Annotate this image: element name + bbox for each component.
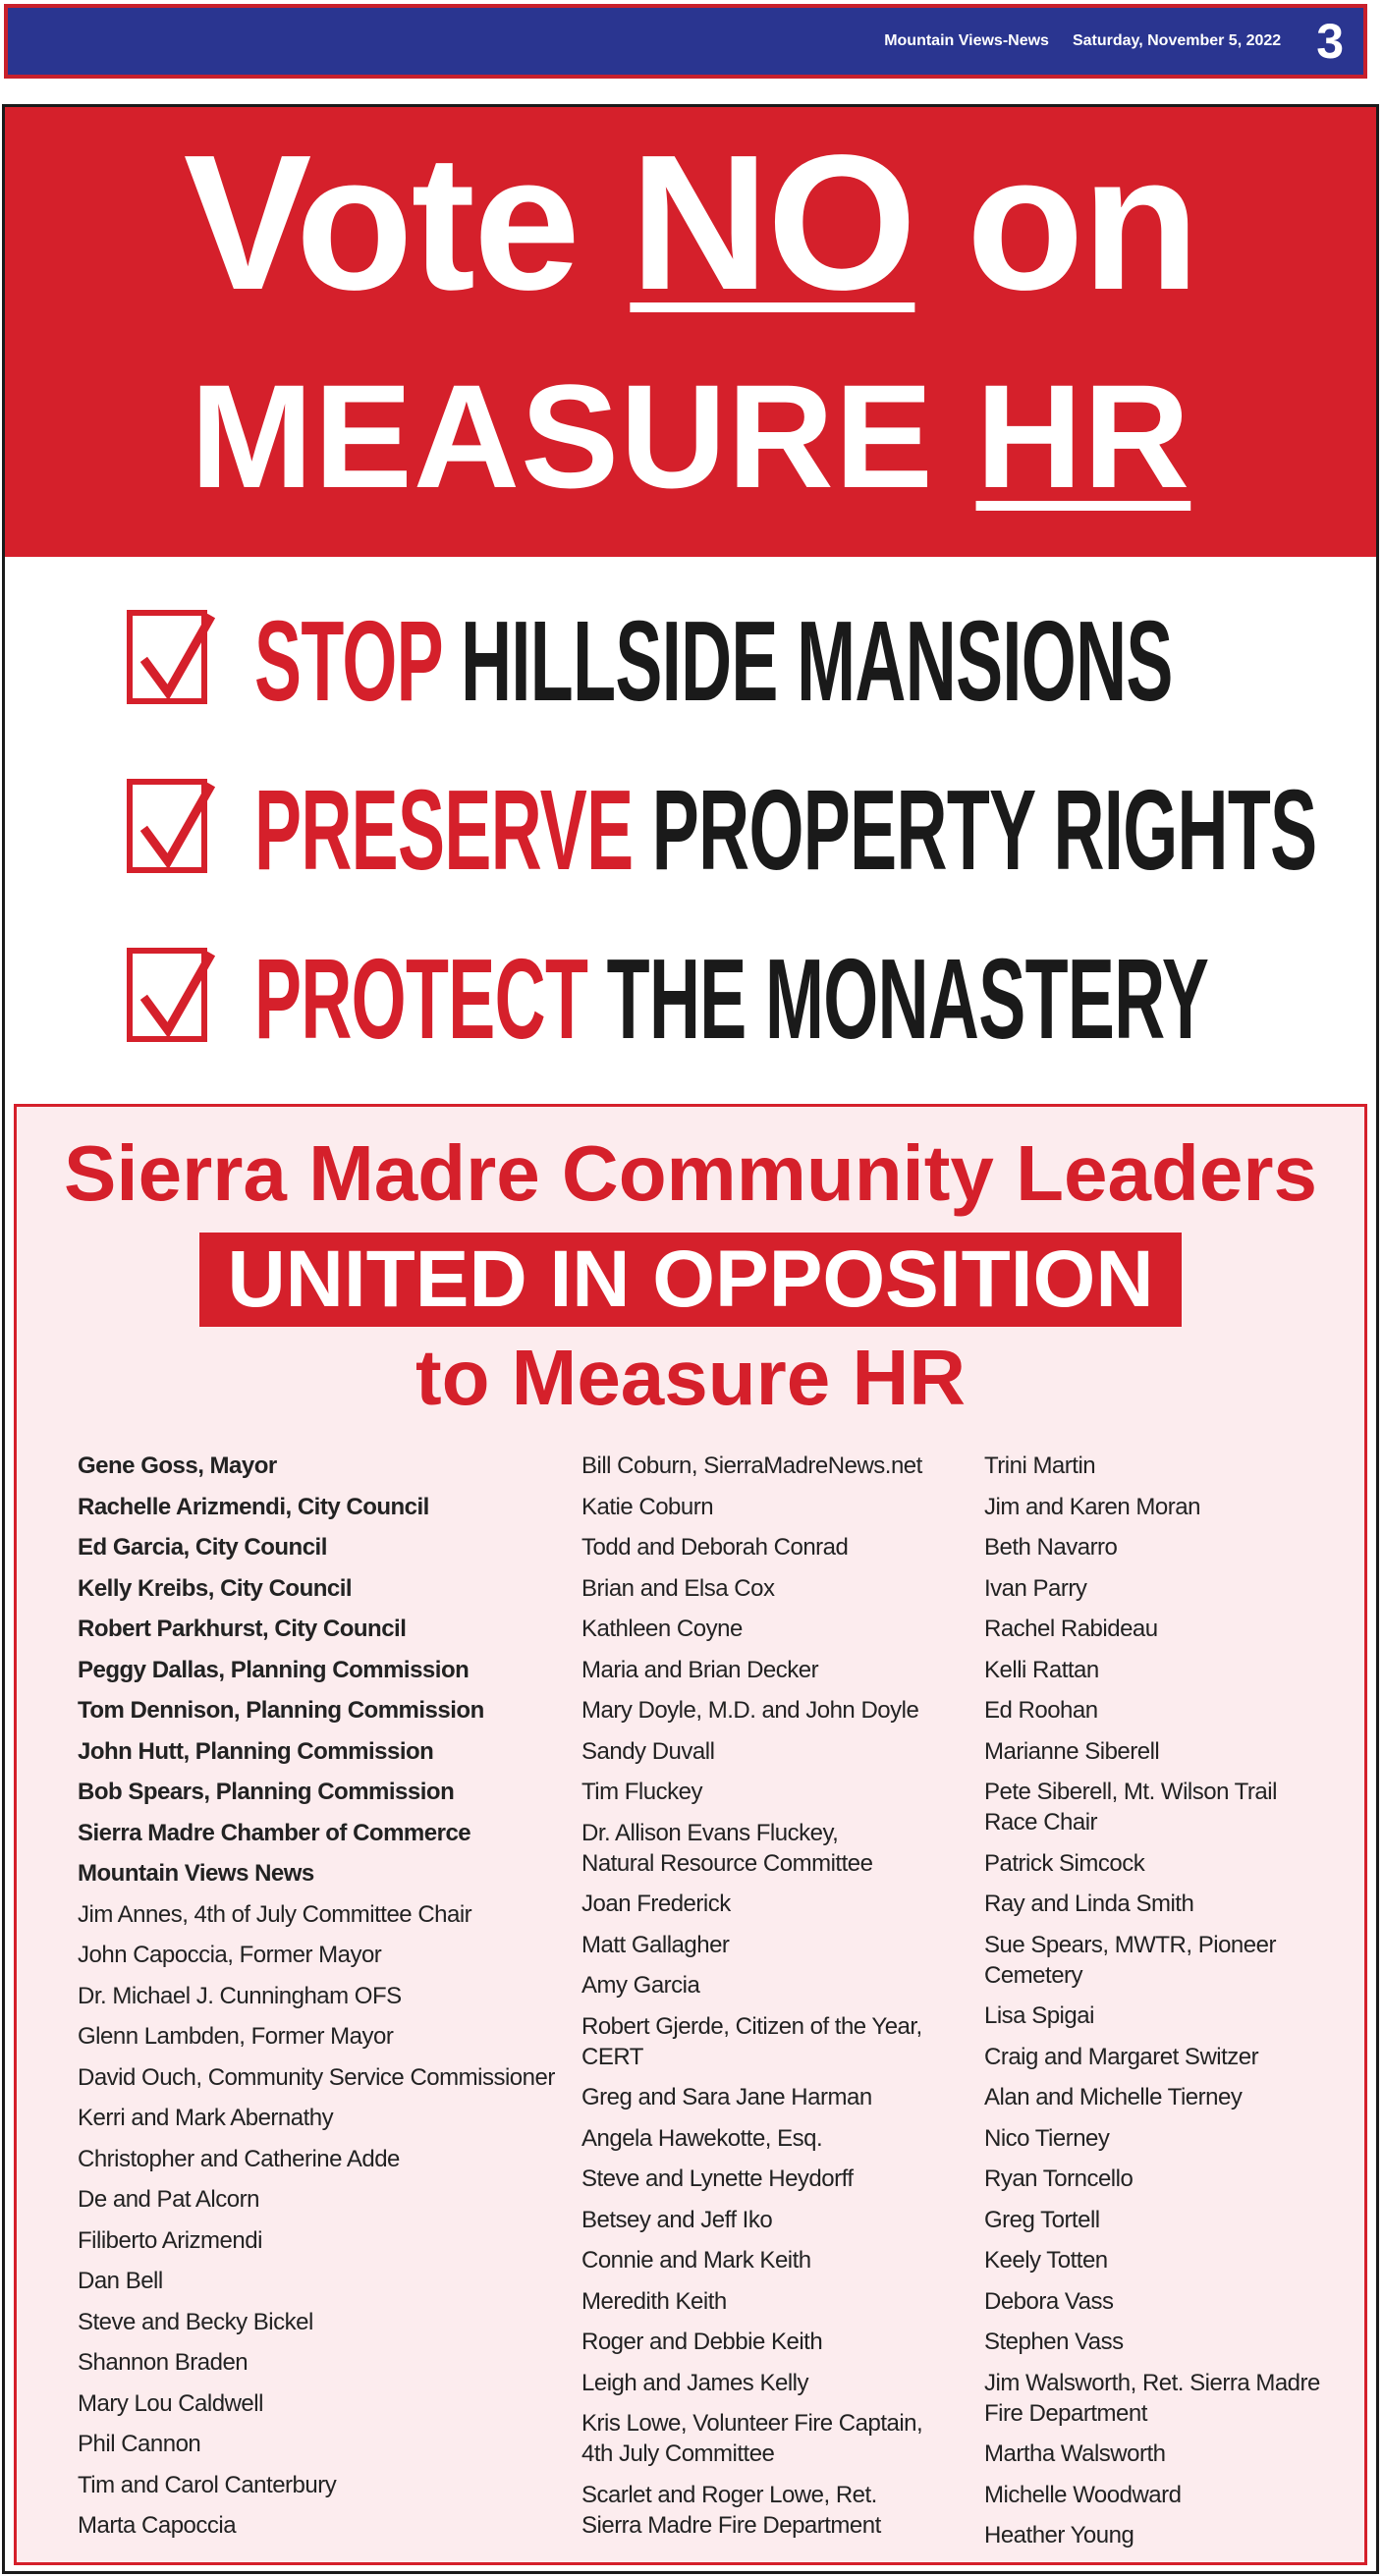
leader-name [581, 1573, 974, 1604]
newspaper-name: Mountain Views-News [884, 32, 1049, 49]
leader-name-line: Scarlet and Roger Lowe, Ret. [581, 2481, 877, 2508]
leader-name: Phil Cannon [78, 2431, 201, 2457]
leader-name-line: Maria and Brian Decker [581, 1656, 819, 1683]
leader-name [581, 2082, 974, 2112]
leader-name-line: Betsey and Jeff Iko [581, 2206, 773, 2233]
leader-name: Kerri and Mark Abernathy [78, 2105, 334, 2131]
point-text [254, 598, 1173, 726]
leader-name-line: Amy Garcia [581, 1972, 700, 1999]
leader-name: Kelly Kreibs, City Council [78, 1574, 353, 1602]
leader-name [984, 1930, 1348, 1991]
leader-name-line: Sandy Duvall [581, 1737, 715, 1765]
leader-name [581, 2327, 974, 2357]
checkmark-icon [140, 781, 215, 875]
headline-measure-hr [5, 354, 1376, 519]
leader-name: Rachelle Arizmendi, City Council [78, 1493, 429, 1520]
leader-name [984, 1848, 1348, 1879]
checkbox-check-icon [127, 948, 207, 1042]
leader-name [984, 2480, 1348, 2510]
leader-name [984, 2082, 1348, 2112]
leader-name [984, 2123, 1348, 2154]
leader-name [984, 2520, 1348, 2550]
leader-name-line: Kathleen Coyne [581, 1616, 743, 1642]
leader-name [984, 2286, 1348, 2317]
point-preserve [123, 765, 1317, 934]
leader-name [984, 2164, 1348, 2194]
leader-name: David Ouch, Community Service Commissioner [78, 2063, 555, 2091]
leader-name-line: Michelle Woodward [984, 2481, 1182, 2508]
point-verb: PRESERVE [254, 766, 634, 894]
point-stop [123, 596, 1301, 765]
leader-name-line: Tim Fluckey [581, 1779, 702, 1805]
leader-name-line: Craig and Margaret Switzer [984, 2043, 1259, 2070]
leader-name [984, 1573, 1348, 1604]
leader-name [581, 2123, 974, 2154]
leader-name [581, 1695, 974, 1726]
leader-name: Glenn Lambden, Former Mayor [78, 2023, 394, 2050]
leader-name: Tom Dennison, Planning Commission [78, 1697, 484, 1724]
leader-name [581, 2205, 974, 2235]
leader-name [984, 2368, 1348, 2429]
leader-name-line: Bill Coburn, SierraMadreNews.net [581, 1452, 922, 1479]
leader-name-line: Fire Department [984, 2399, 1147, 2427]
leader-name-line: Meredith Keith [581, 2287, 727, 2315]
leader-name-line: Natural Resource Committee [581, 1849, 873, 1877]
leader-name [581, 2480, 974, 2541]
page-number: 3 [1316, 14, 1344, 69]
leader-name-line: Sue Spears, MWTR, Pioneer [984, 1931, 1276, 1958]
leader-name-line: Ryan Torncello [984, 2165, 1134, 2192]
leader-name: Bob Spears, Planning Commission [78, 1779, 455, 1805]
leader-name-line: Ray and Linda Smith [984, 1891, 1194, 1917]
leader-name [984, 1695, 1348, 1726]
issue-date: Saturday, November 5, 2022 [1072, 32, 1282, 49]
leader-name-line: Todd and Deborah Conrad [581, 1534, 849, 1561]
leader-name-line: Patrick Simcock [984, 1849, 1145, 1877]
checkbox-check-icon [127, 779, 207, 873]
leader-name: Robert Parkhurst, City Council [78, 1616, 407, 1642]
leaders-column-3 [984, 1451, 1348, 2561]
leader-name [581, 1532, 974, 1562]
leaders-title: Sierra Madre Community Leaders [64, 1129, 1317, 1217]
checkbox-check-icon [127, 610, 207, 704]
headline-word-measure: MEASURE [190, 354, 934, 519]
leader-name-line: Martha Walsworth [984, 2440, 1166, 2467]
leader-name: De and Pat Alcorn [78, 2186, 259, 2213]
leader-name: Peggy Dallas, Planning Commission [78, 1656, 470, 1683]
advertisement [2, 104, 1379, 2574]
leader-name [581, 1930, 974, 1960]
leader-name-line: Stephen Vass [984, 2329, 1124, 2355]
leader-name-line: Sierra Madre Fire Department [581, 2511, 881, 2539]
leader-name-line: Brian and Elsa Cox [581, 1574, 775, 1602]
leader-name: Shannon Braden [78, 2349, 249, 2376]
leader-name [581, 1451, 974, 1481]
point-object: THE MONASTERY [606, 935, 1209, 1063]
leader-name [581, 2286, 974, 2317]
leader-name-line: Kelli Rattan [984, 1656, 1099, 1683]
leader-name-line: Nico Tierney [984, 2124, 1110, 2152]
leader-name: John Capoccia, Former Mayor [78, 1942, 382, 1968]
leader-name-line: Jim and Karen Moran [984, 1493, 1200, 1520]
leader-name-line: Alan and Michelle Tierney [984, 2084, 1243, 2110]
leader-name-line: Leigh and James Kelly [581, 2369, 808, 2396]
point-text [254, 767, 1317, 895]
point-object: HILLSIDE MANSIONS [461, 597, 1173, 725]
leader-name: Mountain Views News [78, 1860, 314, 1887]
leaders-column-1 [78, 1451, 588, 2551]
leader-name-line: Debora Vass [984, 2287, 1114, 2315]
leader-name-line: Ed Roohan [984, 1697, 1098, 1724]
headline-word-no: NO [630, 115, 915, 330]
leader-name [581, 1970, 974, 2001]
leader-name-line: CERT [581, 2043, 643, 2070]
leader-name [984, 2001, 1348, 2031]
leader-name-line: Trini Martin [984, 1452, 1096, 1479]
leader-name-line: Joan Frederick [581, 1891, 731, 1917]
leader-name [581, 1614, 974, 1644]
leader-name-line: Beth Navarro [984, 1534, 1118, 1561]
point-text [254, 936, 1208, 1064]
leader-name-line: Roger and Debbie Keith [581, 2329, 823, 2355]
leader-name-line: Marianne Siberell [984, 1737, 1160, 1765]
headline-word-vote: Vote [183, 115, 579, 330]
leader-name: Tim and Carol Canterbury [78, 2471, 337, 2498]
leader-name [984, 1532, 1348, 1562]
point-protect [123, 934, 1301, 1103]
leader-name [984, 2327, 1348, 2357]
leader-name: Sierra Madre Chamber of Commerce [78, 1819, 471, 1846]
checkmark-icon [140, 612, 215, 706]
leader-name: Marta Capoccia [78, 2512, 237, 2539]
leader-name-line: Heather Young [984, 2522, 1134, 2549]
leader-name-line: Greg Tortell [984, 2206, 1100, 2233]
to-measure-hr: to Measure HR [415, 1334, 967, 1421]
headline-vote-no [5, 115, 1376, 330]
leader-name-line: Dr. Allison Evans Fluckey, [581, 1819, 839, 1846]
leader-name-line: Connie and Mark Keith [581, 2247, 811, 2274]
leader-name [984, 1655, 1348, 1685]
leader-name-line: Kris Lowe, Volunteer Fire Captain, [581, 2410, 923, 2437]
leader-name [581, 2368, 974, 2398]
leader-name [984, 1889, 1348, 1919]
leader-name-line: Race Chair [984, 1809, 1098, 1836]
leader-name [984, 2245, 1348, 2275]
leader-name-line: Ivan Parry [984, 1574, 1087, 1602]
leader-name-line: Steve and Lynette Heydorff [581, 2165, 854, 2192]
leader-name [581, 1777, 974, 1807]
point-object: PROPERTY RIGHTS [651, 766, 1317, 894]
community-leaders-box [14, 1104, 1367, 2565]
checkmark-icon [140, 950, 215, 1044]
leader-name [984, 1736, 1348, 1767]
leader-name-line: Angela Hawekotte, Esq. [581, 2124, 823, 2152]
leader-name [984, 2205, 1348, 2235]
point-verb: STOP [254, 597, 442, 725]
leader-name-line: Cemetery [984, 1961, 1083, 1989]
leader-name: Gene Goss, Mayor [78, 1452, 277, 1479]
key-points-list [123, 596, 1317, 1103]
leader-name [581, 1818, 974, 1879]
leader-name: Ed Garcia, City Council [78, 1534, 327, 1561]
leader-name-line: Rachel Rabideau [984, 1616, 1158, 1642]
leader-name [984, 2439, 1348, 2469]
leader-name: Dr. Michael J. Cunningham OFS [78, 1982, 402, 2009]
united-in-opposition: UNITED IN OPPOSITION [199, 1233, 1181, 1327]
leader-name: Filiberto Arizmendi [78, 2226, 262, 2254]
leader-name-line: Jim Walsworth, Ret. Sierra Madre [984, 2369, 1320, 2396]
leader-name-line: Robert Gjerde, Citizen of the Year, [581, 2012, 922, 2040]
leader-name [581, 2408, 974, 2469]
leader-name-line: Mary Doyle, M.D. and John Doyle [581, 1697, 919, 1724]
leader-name: Dan Bell [78, 2268, 163, 2294]
leader-name-line: Lisa Spigai [984, 2002, 1094, 2029]
leader-name [984, 1777, 1348, 1837]
leader-name [984, 1614, 1348, 1644]
leader-name-line: Greg and Sara Jane Harman [581, 2084, 872, 2110]
leader-name-line: Keely Totten [984, 2247, 1108, 2274]
leader-name-line: Katie Coburn [581, 1493, 714, 1520]
leader-name-line: Matt Gallagher [581, 1931, 730, 1958]
headline-word-on: on [966, 115, 1198, 330]
point-verb: PROTECT [254, 935, 588, 1063]
leader-name: Christopher and Catherine Adde [78, 2145, 400, 2172]
leader-name: Steve and Becky Bickel [78, 2308, 313, 2335]
leader-name [581, 2011, 974, 2072]
leader-name [581, 1736, 974, 1767]
leader-name [581, 2164, 974, 2194]
leaders-column-2 [581, 1451, 974, 2550]
newspaper-header-bar [4, 4, 1367, 79]
united-banner [17, 1233, 1364, 1327]
leader-name [581, 2245, 974, 2275]
leader-name: John Hutt, Planning Commission [78, 1737, 434, 1765]
leader-name: Mary Lou Caldwell [78, 2389, 263, 2417]
leader-name: Jim Annes, 4th of July Committee Chair [78, 1900, 472, 1928]
headline-word-hr: HR [975, 354, 1191, 519]
leader-name [581, 1655, 974, 1685]
leader-name [984, 2042, 1348, 2072]
leader-name [984, 1451, 1348, 1481]
leader-name [984, 1492, 1348, 1522]
leader-name-line: Pete Siberell, Mt. Wilson Trail [984, 1779, 1277, 1805]
headline-banner [5, 107, 1376, 557]
leader-name [581, 1889, 974, 1919]
leader-name [581, 1492, 974, 1522]
leader-name-line: 4th July Committee [581, 2440, 775, 2467]
